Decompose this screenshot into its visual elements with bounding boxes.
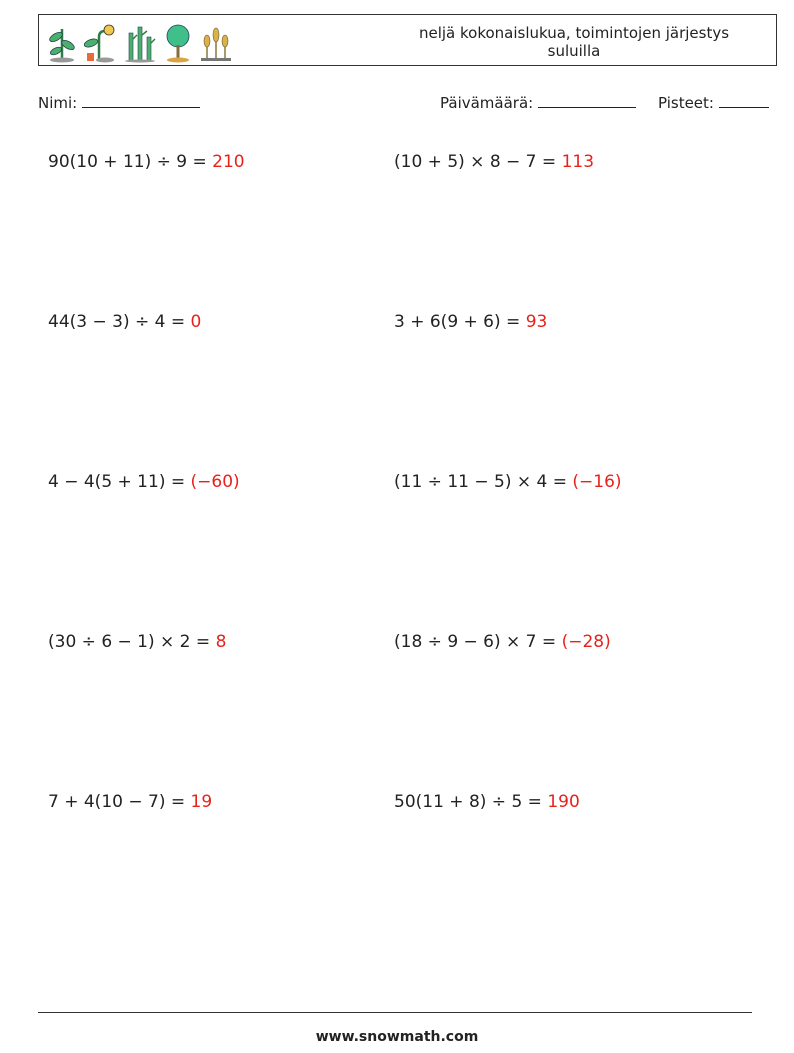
plant-with-flower-icon [83,23,117,63]
problem-9 [48,792,212,812]
problem-answer: (−28) [561,632,611,652]
bamboo-icon [123,23,157,63]
problem-7 [48,632,226,652]
problem-answer: 8 [215,632,227,652]
problem-expression: 90(10 + 11) ÷ 9 = [48,152,213,172]
problem-expression: 3 + 6(9 + 6) = [394,312,526,332]
worksheet-header [38,14,777,66]
problem-answer: (−16) [572,472,622,492]
problem-4 [394,312,547,332]
problem-1 [48,152,245,172]
score-line[interactable] [719,93,769,108]
problem-answer: 190 [547,792,580,812]
problem-expression: (10 + 5) × 8 − 7 = [394,152,562,172]
name-line[interactable] [82,93,200,108]
problem-8 [394,632,611,652]
wheat-icon [199,23,233,63]
score-field [658,93,769,112]
problem-expression: 7 + 4(10 − 7) = [48,792,191,812]
footer-url[interactable]: www.snowmath.com [315,1029,479,1045]
problem-3 [48,312,201,332]
plant-icon [47,23,77,63]
problem-6 [394,472,622,492]
header-icons [47,19,233,63]
problem-answer: 113 [561,152,595,172]
problem-answer: 0 [190,312,202,332]
name-label: Nimi: [38,94,78,112]
date-field [440,93,636,112]
problem-expression: (11 ÷ 11 − 5) × 4 = [394,472,573,492]
score-label: Pisteet: [658,94,714,112]
problem-answer: (−60) [190,472,240,492]
problem-answer: 19 [190,792,213,812]
date-line[interactable] [538,93,636,108]
problem-expression: 4 − 4(5 + 11) = [48,472,191,492]
name-field [38,93,200,112]
date-label: Päivämäärä: [440,94,534,112]
problem-expression: 50(11 + 8) ÷ 5 = [394,792,548,812]
problem-expression: 44(3 − 3) ÷ 4 = [48,312,191,332]
problem-answer: 93 [525,312,548,332]
problem-10 [394,792,580,812]
problem-answer: 210 [212,152,245,172]
footer-divider [38,1012,752,1013]
problem-expression: (30 ÷ 6 − 1) × 2 = [48,632,216,652]
tree-icon [163,23,193,63]
worksheet-title: neljä kokonaislukua, toimintojen järjestys suluilla [418,24,730,60]
problem-5 [48,472,240,492]
problem-expression: (18 ÷ 9 − 6) × 7 = [394,632,562,652]
problem-2 [394,152,594,172]
